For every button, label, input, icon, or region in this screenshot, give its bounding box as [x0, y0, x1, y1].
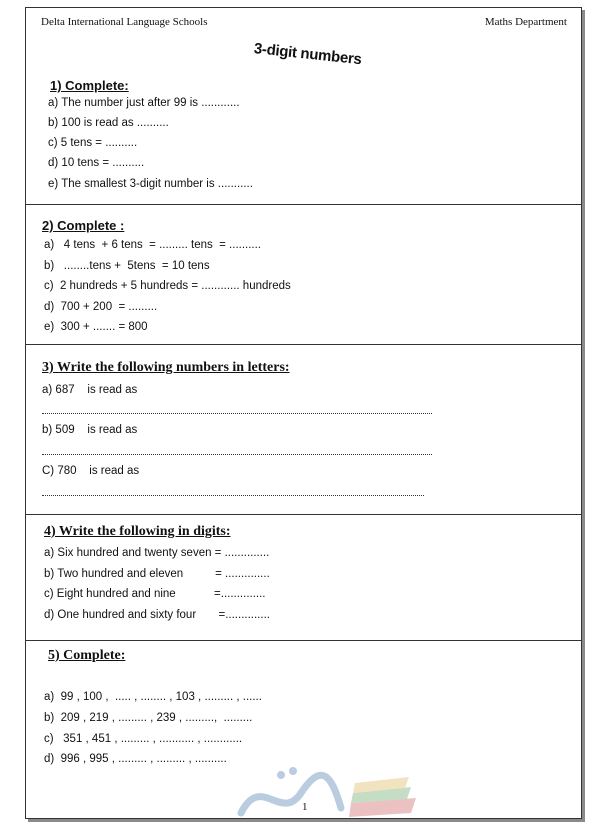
section-4-item-b: b) Two hundred and eleven = .............. [44, 568, 270, 580]
section-3-title: 3) Write the following numbers in letters: [42, 360, 290, 375]
answer-line [42, 413, 432, 414]
section-4-title: 4) Write the following in digits: [44, 524, 231, 539]
section-5-item-d: d) 996 , 995 , ......... , ......... , .......... [44, 753, 227, 765]
section-2-item-a: a) 4 tens + 6 tens = ......... tens = .......... [44, 239, 262, 251]
page-number: 1 [302, 801, 308, 813]
worksheet-page [25, 7, 582, 819]
section-2-item-b: b) ........tens + 5tens = 10 tens [44, 260, 210, 272]
school-name: Delta International Language Schools [41, 16, 208, 28]
watermark-logo-icon [231, 753, 431, 833]
answer-line [42, 454, 432, 455]
answer-line [42, 495, 424, 496]
section-2-item-e: e) 300 + ....... = 800 [44, 321, 148, 333]
section-5-title: 5) Complete: [48, 648, 126, 663]
section-3-item-b: b) 509 is read as [42, 424, 138, 436]
section-1-item-c: c) 5 tens = .......... [48, 137, 138, 149]
section-3-item-a: a) 687 is read as [42, 384, 138, 396]
section-5-item-b: b) 209 , 219 , ......... , 239 , ........., ......... [44, 712, 253, 724]
section-1-title: 1) Complete: [50, 78, 129, 93]
section-1-item-d: d) 10 tens = .......... [48, 157, 145, 169]
section-1-item-a: a) The number just after 99 is ............ [48, 97, 240, 109]
section-divider [26, 640, 581, 641]
section-2-item-d: d) 700 + 200 = ......... [44, 301, 158, 313]
section-4-item-c: c) Eight hundred and nine =.............. [44, 588, 266, 600]
section-1-item-e: e) The smallest 3-digit number is ........... [48, 178, 253, 190]
worksheet-title: 3-digit numbers [253, 40, 363, 69]
section-divider [26, 344, 581, 345]
section-3-item-c: C) 780 is read as [42, 465, 140, 477]
section-2-item-c: c) 2 hundreds + 5 hundreds = ............ hundreds [44, 280, 291, 292]
section-5-item-c: c) 351 , 451 , ......... , ........... , ............ [44, 733, 243, 745]
section-divider [26, 514, 581, 515]
section-divider [26, 204, 581, 205]
section-1-item-b: b) 100 is read as .......... [48, 117, 169, 129]
section-4-item-d: d) One hundred and sixty four =.............. [44, 609, 270, 621]
section-5-item-a: a) 99 , 100 , ..... , ........ , 103 , ......... , ...... [44, 691, 262, 703]
department-name: Maths Department [484, 16, 567, 28]
section-4-item-a: a) Six hundred and twenty seven = .............. [44, 547, 270, 559]
section-2-title: 2) Complete : [42, 218, 125, 233]
